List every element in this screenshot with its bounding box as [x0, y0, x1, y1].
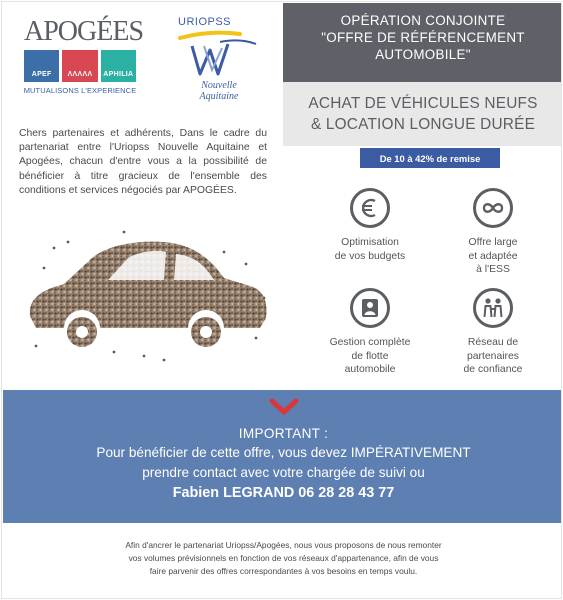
feature-network-line2: partenaires — [467, 350, 519, 362]
operation-line3: AUTOMOBILE" — [375, 47, 471, 62]
footer-line3: faire parvenir des offres correspondantes à vos besoins en temps voulu. — [149, 566, 418, 576]
feature-fleet — [305, 288, 435, 377]
euro-icon — [350, 188, 390, 228]
operation-line1: OPÉRATION CONJOINTE — [340, 13, 506, 28]
uriopss-logo — [170, 16, 270, 116]
feature-offer — [428, 188, 558, 277]
important-line1: Pour bénéficier de cette offre, vous devez IMPÉRATIVEMENT — [96, 445, 471, 460]
achat-line2: & LOCATION LONGUE DURÉE — [310, 116, 536, 133]
footer-note — [62, 539, 505, 578]
feature-fleet-line3: automobile — [344, 364, 396, 375]
feature-offer-line1: Offre large — [468, 237, 518, 248]
feature-offer-line3: à l'ESS — [476, 264, 510, 275]
chevron-down-icon — [269, 398, 299, 416]
uriopss-region — [174, 80, 264, 102]
zigzag-tile: ΛΛΛΛΛ — [62, 50, 97, 82]
crowd-car-illustration-icon — [24, 228, 272, 368]
apogees-logo-word: APOGÉES — [24, 16, 144, 47]
apef-tile: APEF — [24, 50, 59, 82]
uriopss-region-line1: Nouvelle — [201, 80, 237, 91]
feature-offer-label — [428, 236, 558, 277]
apogees-tagline: MUTUALISONS L'EXPERIENCE — [23, 86, 137, 95]
feature-fleet-label — [305, 336, 435, 377]
uriopss-region-line2: Aquitaine — [199, 91, 239, 102]
uriopss-logo-word: URIOPSS — [178, 16, 232, 28]
logos-area — [20, 16, 270, 116]
feature-network-line3: de confiance — [463, 364, 523, 375]
important-line2: prendre contact avec votre chargée de suivi ou — [142, 465, 425, 480]
feature-budget-line2: de vos budgets — [334, 250, 406, 262]
intro-paragraph: Chers partenaires et adhérents, Dans le cadre du partenariat entre l'Uriopss Nouvelle Aquitaine et Apogées, chacun d'entre vous a la possibilité de bénéficier à titre gracieux de l'ensemble des conditions et services négociés par APOGÉES. — [19, 128, 267, 196]
feature-network-line1: Réseau de — [467, 337, 519, 348]
apogees-logo-tiles — [24, 50, 136, 82]
achat-heading — [283, 82, 562, 146]
operation-banner — [283, 3, 562, 82]
feature-fleet-line2: de flotte — [351, 350, 389, 362]
footer-line2: vos volumes prévisionnels en fonction de vos réseaux d'appartenance, afin de vous — [128, 553, 439, 563]
aphilia-tile: APHILIA — [101, 50, 136, 82]
achat-line1: ACHAT DE VÉHICULES NEUFS — [308, 95, 538, 112]
feature-network — [428, 288, 558, 377]
features-grid — [283, 174, 562, 384]
footer-line1: Afin d'ancrer le partenariat Uriopss/Apogées, nous vous proposons de nous remonter — [125, 540, 442, 550]
feature-budget — [305, 188, 435, 263]
discount-badge: De 10 à 42% de remise — [360, 148, 500, 168]
feature-budget-label — [305, 236, 435, 263]
important-contact: Fabien LEGRAND 06 28 28 43 77 — [172, 485, 395, 501]
important-band — [3, 390, 562, 523]
important-title: IMPORTANT : — [238, 426, 329, 441]
person-icon — [350, 288, 390, 328]
network-icon — [473, 288, 513, 328]
feature-offer-line2: et adaptée — [468, 250, 518, 262]
infinity-icon — [473, 188, 513, 228]
feature-fleet-line1: Gestion complète — [329, 337, 411, 348]
flyer — [1, 1, 562, 599]
operation-line2: "OFFRE DE RÉFÉRENCEMENT — [321, 30, 525, 45]
feature-network-label — [428, 336, 558, 377]
feature-budget-line1: Optimisation — [341, 237, 399, 248]
